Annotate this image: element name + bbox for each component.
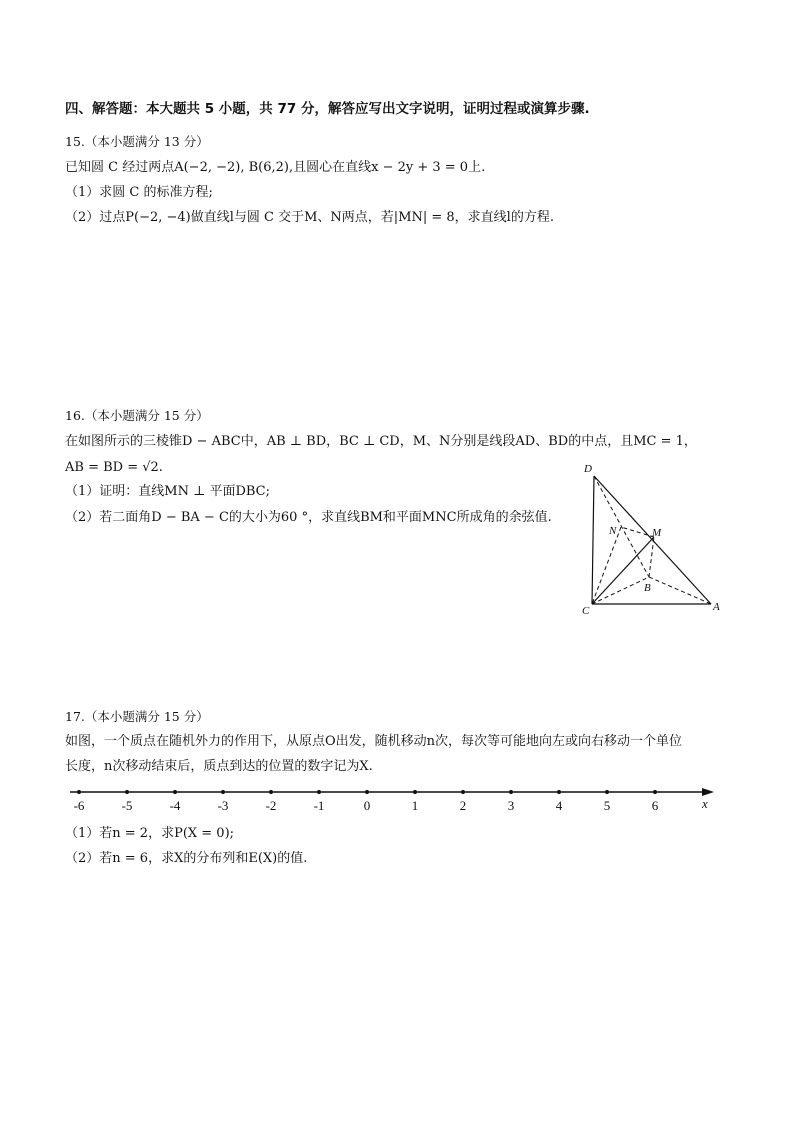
edge-da — [594, 476, 711, 604]
tick-dot — [125, 790, 129, 794]
tick-dot — [173, 790, 177, 794]
q16-header: 16.（本小题满分 15 分） — [65, 408, 209, 423]
q16-stem-line1: 在如图所示的三棱锥D − ABC中，AB ⊥ BD，BC ⊥ CD，M、N分别是线段AD、BD的中点，且MC = 1， — [65, 434, 697, 449]
q17-stem-line1: 如图，一个质点在随机外力的作用下，从原点O出发，随机移动n次，每次等可能地向左或向右移动一个单位 — [65, 734, 683, 749]
label-c: C — [582, 605, 590, 617]
tick-label: -3 — [217, 798, 229, 813]
section-heading: 四、解答题：本大题共 5 小题，共 77 分，解答应写出文字说明，证明过程或演算步骤. — [65, 101, 590, 117]
number-line — [62, 782, 727, 822]
tick-dot — [413, 790, 417, 794]
tick-dot — [605, 790, 609, 794]
q15-part2: （2）过点P(−2, −4)做直线l与圆 C 交于M、N两点，若|MN| = 8，求直线l的方程. — [65, 210, 554, 225]
tick-label: -1 — [313, 798, 325, 813]
q17-part2: （2）若n = 6，求X的分布列和E(X)的值. — [65, 851, 308, 866]
q17-stem-line2: 长度，n次移动结束后，质点到达的位置的数字记为X. — [65, 759, 373, 774]
tick-dot — [461, 790, 465, 794]
tick-label: -6 — [73, 798, 85, 813]
tick-label: 4 — [555, 798, 563, 813]
tick-dot — [365, 790, 369, 794]
tick-label: 2 — [459, 798, 467, 813]
tick-dot — [77, 790, 81, 794]
tick-label: 0 — [363, 798, 371, 813]
tick-dot — [269, 790, 273, 794]
tick-label: 5 — [603, 798, 611, 813]
tick-dot — [317, 790, 321, 794]
tick-label: 3 — [507, 798, 515, 813]
tick-label: -5 — [121, 798, 133, 813]
q16-part2: （2）若二面角D − BA − C的大小为60 °，求直线BM和平面MNC所成角的余弦值. — [65, 510, 552, 525]
tick-dot — [653, 790, 657, 794]
q16-part1: （1）证明：直线MN ⊥ 平面DBC; — [65, 484, 270, 499]
edge-bm — [649, 537, 654, 577]
tick-dot — [221, 790, 225, 794]
edge-nc — [592, 527, 621, 604]
edge-ba — [649, 577, 711, 604]
edge-dc — [592, 476, 594, 604]
tick-dot — [557, 790, 561, 794]
tick-label: -2 — [265, 798, 277, 813]
label-n: N — [609, 525, 617, 537]
label-m: M — [652, 527, 662, 539]
q15-header: 15.（本小题满分 13 分） — [65, 134, 209, 149]
tick-label: 1 — [411, 798, 419, 813]
label-a: A — [713, 601, 720, 613]
tick-label: -4 — [169, 798, 181, 813]
label-d: D — [584, 463, 592, 475]
tetrahedron-figure — [574, 458, 734, 620]
q16-stem-line2: AB = BD = √2. — [65, 460, 163, 475]
axis-arrow — [702, 788, 714, 796]
axis-label-x: x — [702, 796, 708, 811]
q17-header: 17.（本小题满分 15 分） — [65, 709, 209, 724]
q15-part1: （1）求圆 C 的标准方程; — [65, 185, 213, 200]
q17-part1: （1）若n = 2，求P(X = 0); — [65, 826, 235, 841]
label-b: B — [644, 582, 651, 594]
tick-label: 6 — [651, 798, 659, 813]
tick-dot — [509, 790, 513, 794]
q15-stem: 已知圆 C 经过两点A(−2, −2), B(6,2),且圆心在直线x − 2y + 3 = 0上. — [65, 160, 486, 175]
